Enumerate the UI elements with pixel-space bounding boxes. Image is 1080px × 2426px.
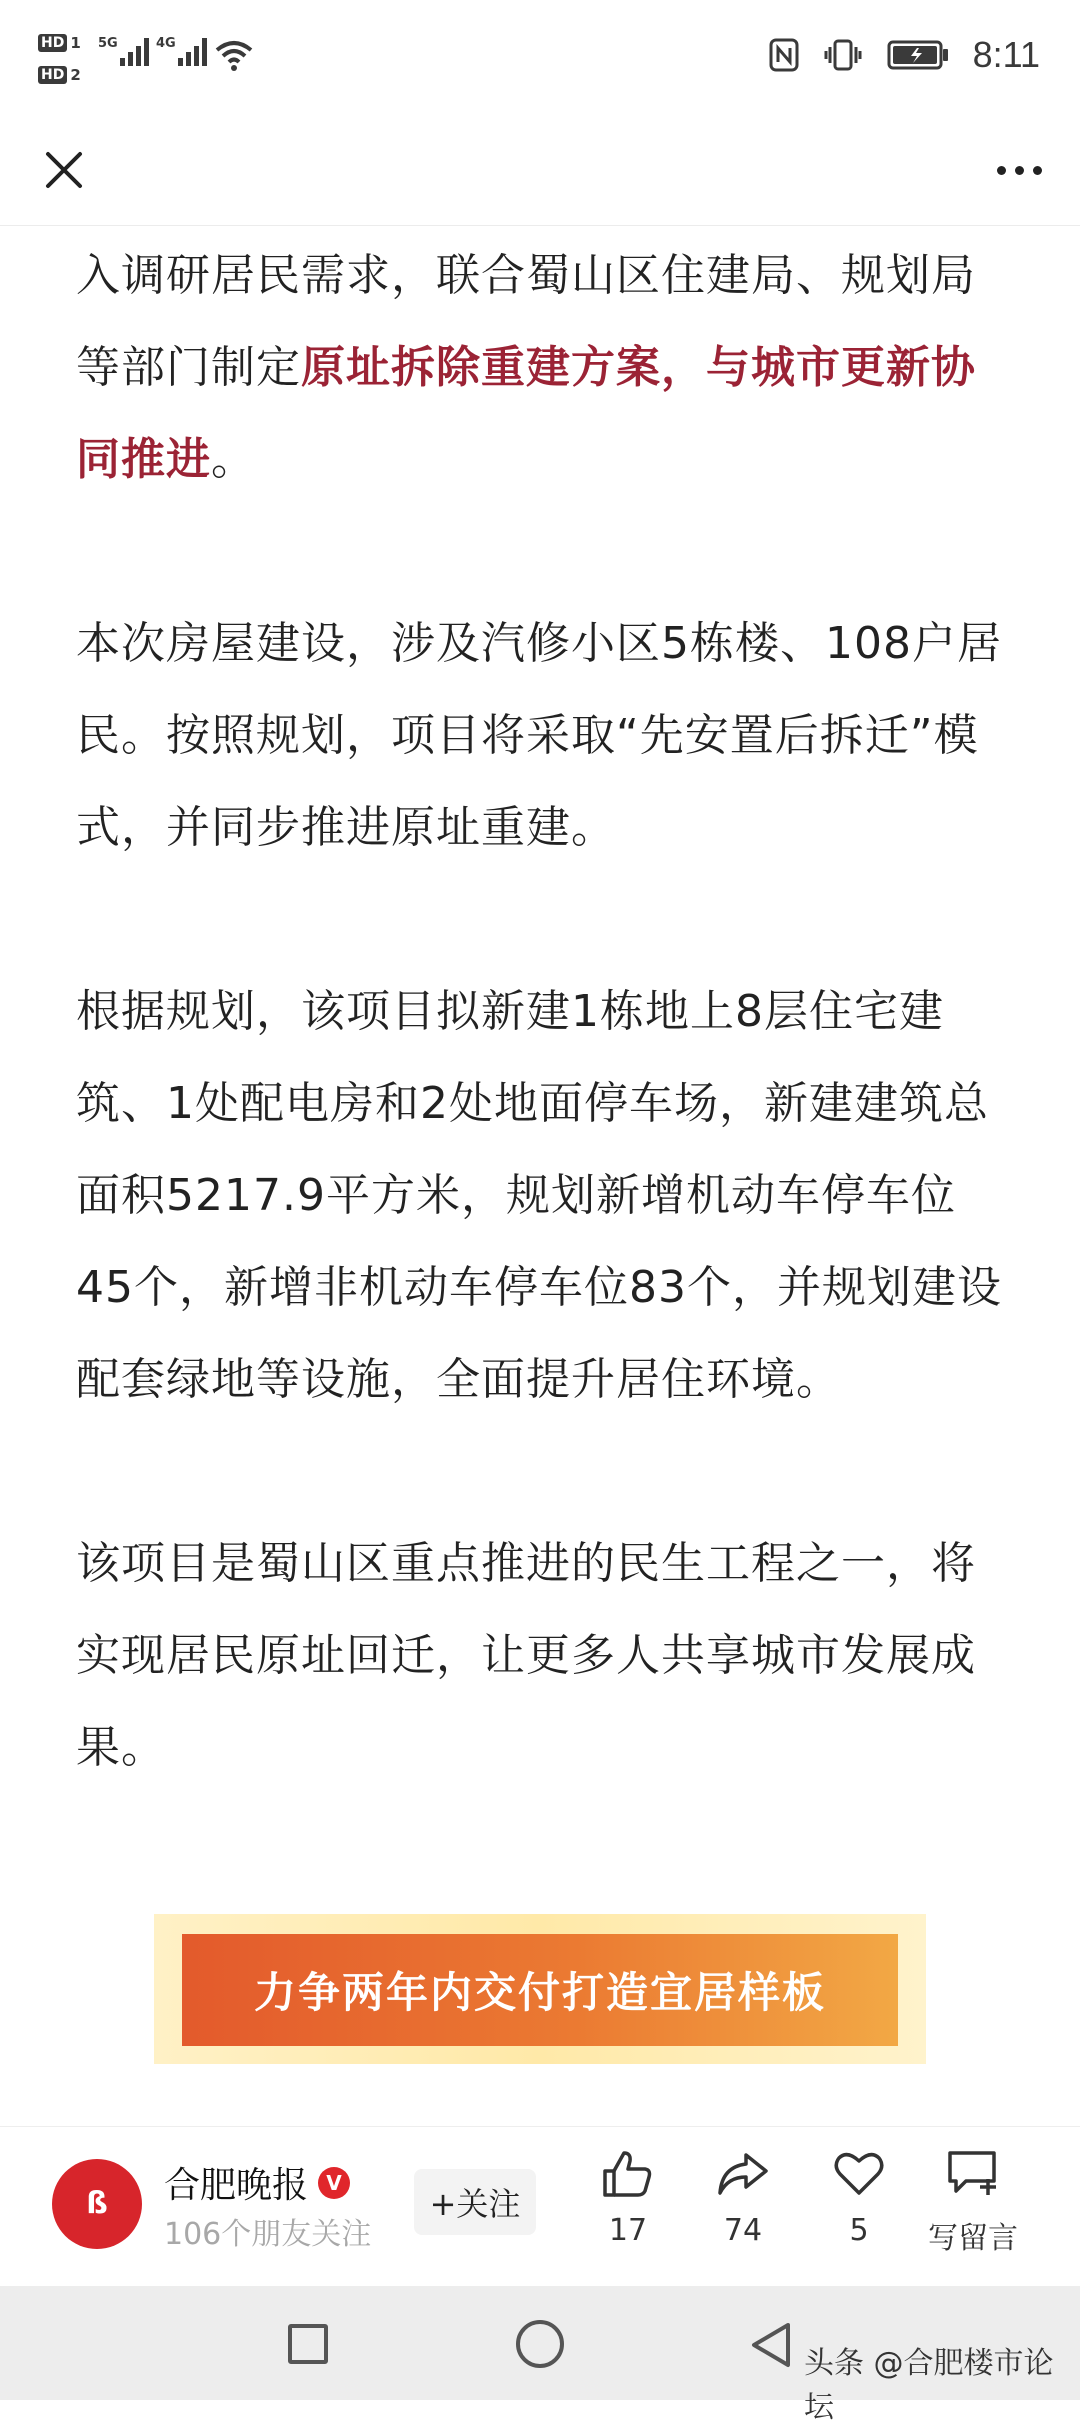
- author-name: 合肥晚报: [164, 2165, 309, 2206]
- close-button[interactable]: [34, 140, 94, 200]
- article-paragraph: [76, 230, 1006, 506]
- heart-icon: [832, 2149, 886, 2199]
- hd-badge: HD: [38, 66, 67, 84]
- vibrate-icon: [823, 38, 863, 72]
- bottom-action-bar: [0, 2126, 1080, 2284]
- write-comment-button[interactable]: [918, 2149, 1028, 2257]
- sim-number: 2: [70, 66, 81, 84]
- sim-number: 1: [70, 34, 81, 52]
- sim-indicators: [38, 30, 81, 94]
- battery-icon: [887, 40, 949, 70]
- article-paragraph: 根据规划，该项目拟新建1栋地上8层住宅建筑、1处配电房和2处地面停车场，新建建筑总面积5217.9平方米，规划新增机动车停车位45个，新增非机动车停车位83个，并规划建设配套绿地等设施，全面提升居住环境。: [76, 986, 1002, 1405]
- watermark-text: 头条 @合肥楼市论坛: [804, 2346, 1054, 2425]
- paragraph-text: 入调研居民需求，联合蜀山区住建局、规划局等部门制定: [76, 250, 976, 393]
- article-body: [76, 230, 1006, 1794]
- home-button[interactable]: [516, 2320, 564, 2368]
- status-time: 8:11: [972, 34, 1040, 75]
- signal-bars-icon: [178, 36, 207, 66]
- more-icon-dot: [1033, 166, 1042, 175]
- banner-foreground: [182, 1934, 898, 2046]
- network-type-label: 4G: [156, 36, 176, 51]
- share-arrow-icon: [716, 2149, 770, 2199]
- avatar-logo-icon: ß: [86, 2186, 108, 2221]
- network-type-label: 5G: [98, 36, 118, 51]
- status-right-group: [769, 34, 1040, 76]
- sim1-indicator: [38, 30, 81, 56]
- favorite-count: 5: [849, 2213, 869, 2248]
- back-triangle-icon[interactable]: [748, 2320, 794, 2370]
- share-button[interactable]: [688, 2149, 798, 2248]
- more-button[interactable]: [984, 140, 1054, 200]
- signal-5g: [98, 36, 149, 66]
- article-header: [0, 118, 1080, 226]
- thumbs-up-icon: [601, 2149, 655, 2199]
- section-heading: 力争两年内交付打造宜居样板: [253, 1968, 826, 2017]
- status-bar: [0, 0, 1080, 118]
- favorite-button[interactable]: [804, 2149, 914, 2248]
- paragraph-text: 。: [211, 434, 256, 485]
- more-icon-dot: [1015, 166, 1024, 175]
- verified-badge-icon: V: [318, 2167, 350, 2199]
- signal-bars-icon: [120, 36, 149, 66]
- write-comment-label: 写留言: [928, 2221, 1018, 2256]
- sim2-indicator: [38, 62, 81, 88]
- signal-4g: [156, 36, 207, 66]
- highlighted-text: 原址拆除重建方案，与城市更新协同推进: [76, 342, 976, 485]
- author-avatar[interactable]: [52, 2159, 142, 2249]
- author-name-row[interactable]: [164, 2157, 350, 2208]
- more-icon-dot: [997, 166, 1006, 175]
- comment-add-icon: [944, 2149, 1002, 2199]
- article-paragraph: 该项目是蜀山区重点推进的民生工程之一，将实现居民原址回迁，让更多人共享城市发展成果。: [76, 1538, 976, 1773]
- share-count: 74: [723, 2213, 763, 2248]
- close-icon: [34, 140, 94, 200]
- nfc-icon: [769, 38, 799, 72]
- like-count: 17: [608, 2213, 648, 2248]
- author-followers: 106个朋友关注: [164, 2217, 372, 2252]
- recent-apps-button[interactable]: [288, 2324, 328, 2364]
- follow-button[interactable]: +关注: [414, 2169, 536, 2235]
- like-button[interactable]: [573, 2149, 683, 2248]
- section-heading-banner: [154, 1914, 926, 2064]
- article-paragraph: 本次房屋建设，涉及汽修小区5栋楼、108户居民。按照规划，项目将采取“先安置后拆迁”模式，并同步推进原址重建。: [76, 618, 1002, 853]
- hd-badge: HD: [38, 34, 67, 52]
- wifi-icon: [214, 38, 254, 72]
- system-navigation-bar: [0, 2286, 1080, 2425]
